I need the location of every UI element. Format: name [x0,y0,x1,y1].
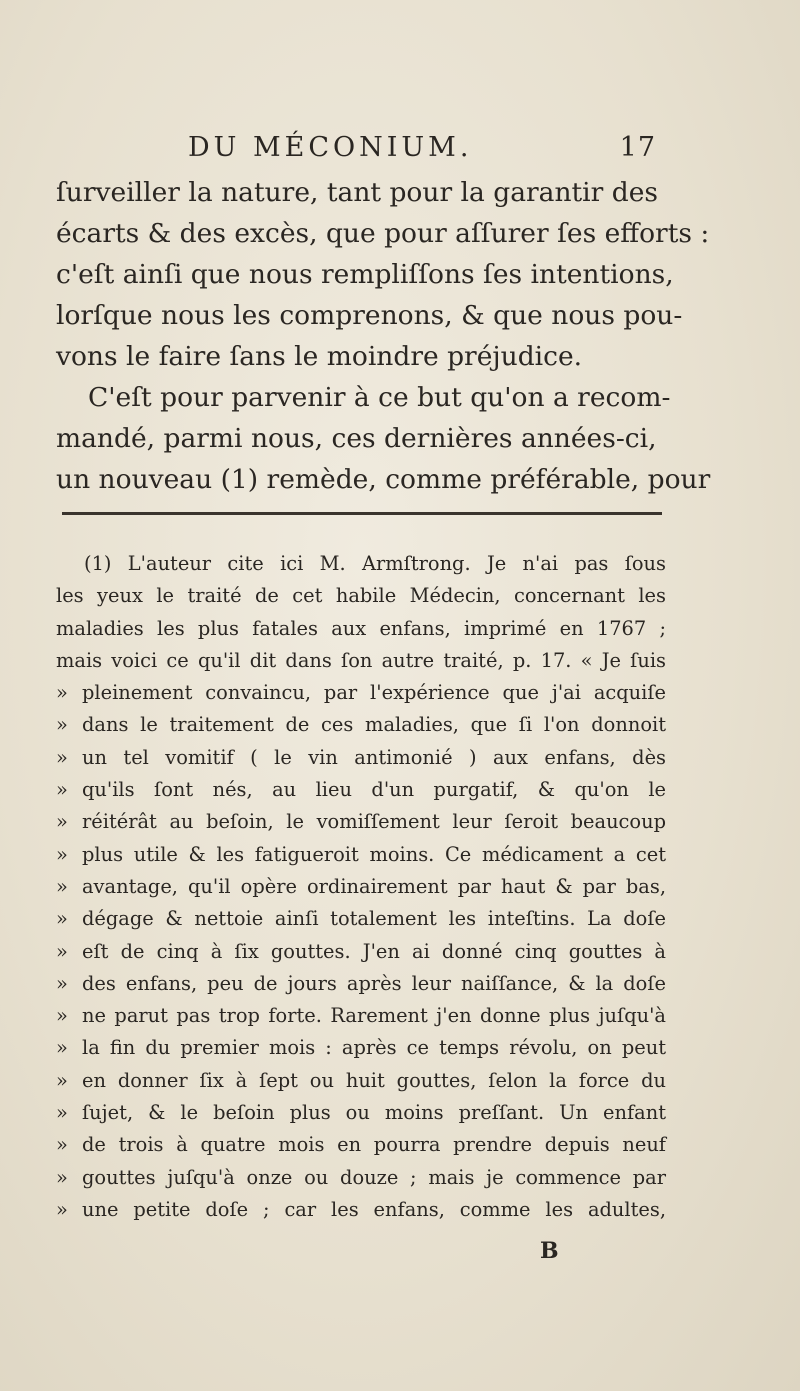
footnote-quoted-line [56,1065,666,1097]
footnote-line: avantage, qu'il opère ordinairement par haut & par bas, [82,874,666,898]
quote-mark: » [56,713,68,737]
quote-mark: » [56,810,68,834]
footnote-quoted-line [56,1032,666,1064]
quote-mark: » [56,939,68,963]
footnote-line: ſujet, & le beſoin plus ou moins preſſant. Un enfant [82,1101,666,1125]
quote-mark: » [56,681,68,705]
footnote-quoted-line [56,968,666,1000]
quote-mark: » [56,1133,68,1157]
footnote-quoted-line [56,903,666,935]
footnote-line: pleinement convaincu, par l'expérience que j'ai acquiſe [82,681,666,705]
footnote-line: dans le traitement de ces maladies, que ſi l'on donnoit [82,713,666,737]
footnote-quoted-line [56,709,666,741]
footnote-line: un tel vomitif ( le vin antimonié ) aux enfans, dès [82,745,666,769]
footnote-rule [62,512,662,515]
footnote-line: mais voici ce qu'il dit dans ſon autre traité, p. 17. « Je ſuis [56,648,666,672]
quote-mark: » [56,1004,68,1028]
footnote-line: (1) L'auteur cite ici M. Armſtrong. Je n'ai pas ſous [84,552,666,575]
footnote-line: une petite doſe ; car les enfans, comme les adultes, [82,1197,666,1221]
footnote-quoted-line [56,1129,666,1161]
footnote-quoted-line [56,806,666,838]
footnote-quoted-line [56,871,666,903]
quote-mark: » [56,1197,68,1221]
page-number: 17 [619,132,656,163]
footnote-quoted-line [56,677,666,709]
footnote-quoted-line [56,1194,666,1226]
footnote-line: gouttes juſqu'à onze ou douze ; mais je commence par [82,1165,666,1189]
page-header [56,132,656,172]
footnote-line: ne parut pas trop forte. Rarement j'en donne plus juſqu'à [82,1004,666,1028]
quote-mark: » [56,874,68,898]
footnote-line: les yeux le traité de cet habile Médecin, concernant les [56,584,666,608]
quote-mark: » [56,745,68,769]
quote-mark: » [56,1036,68,1060]
footnote-line: de trois à quatre mois en pourra prendre depuis neuf [82,1133,666,1157]
quote-mark: » [56,1101,68,1125]
quote-mark: » [56,971,68,995]
footnote-line: réitérât au beſoin, le vomiſſement leur ſeroit beaucoup [82,810,666,834]
text-line: un nouveau (1) remède, comme préférable, pour [56,464,711,495]
quote-mark: » [56,1068,68,1092]
footnote-quoted-line [56,1000,666,1032]
running-head: DU MÉCONIUM. [188,132,473,163]
footnote [56,548,666,1226]
footnote-line: des enfans, peu de jours après leur naiſſance, & la doſe [82,971,666,995]
footnote-quoted-line [56,774,666,806]
footnote-line: dégage & nettoie ainſi totalement les inteſtins. La doſe [82,907,666,931]
quote-mark: » [56,778,68,802]
footnote-line: la fin du premier mois : après ce temps révolu, on peut [82,1036,666,1060]
footnote-quoted-line [56,742,666,774]
footnote-quoted-line [56,1097,666,1129]
quote-mark: » [56,1165,68,1189]
footnote-line: plus utile & les fatigueroit moins. Ce médicament a cet [82,842,666,866]
footnote-line: maladies les plus fatales aux enfans, imprimé en 1767 ; [56,616,666,640]
text-line: écarts & des excès, que pour aſſurer ſes efforts : [56,218,710,249]
quote-mark: » [56,842,68,866]
footnote-line: en donner ſix à ſept ou huit gouttes, ſelon la force du [82,1068,666,1092]
footnote-quoted-line [56,1162,666,1194]
signature-mark: B [540,1238,559,1264]
footnote-quoted-line [56,839,666,871]
footnote-quoted-line [56,936,666,968]
text-line: mandé, parmi nous, ces dernières années-ci, [56,423,657,454]
quote-mark: » [56,907,68,931]
text-line: lorſque nous les comprenons, & que nous pou- [56,300,683,331]
footnote-line: qu'ils ſont nés, au lieu d'un purgatif, & qu'on le [82,778,666,802]
text-line: ſurveiller la nature, tant pour la garantir des [56,177,658,208]
text-line: c'eſt ainſi que nous rempliſſons ſes intentions, [56,259,674,290]
text-line: vons le faire ſans le moindre préjudice. [56,341,583,372]
main-text [56,172,711,500]
footnote-line: eſt de cinq à ſix gouttes. J'en ai donné cinq gouttes à [82,939,666,963]
text-line: C'eſt pour parvenir à ce but qu'on a recom- [88,382,671,413]
